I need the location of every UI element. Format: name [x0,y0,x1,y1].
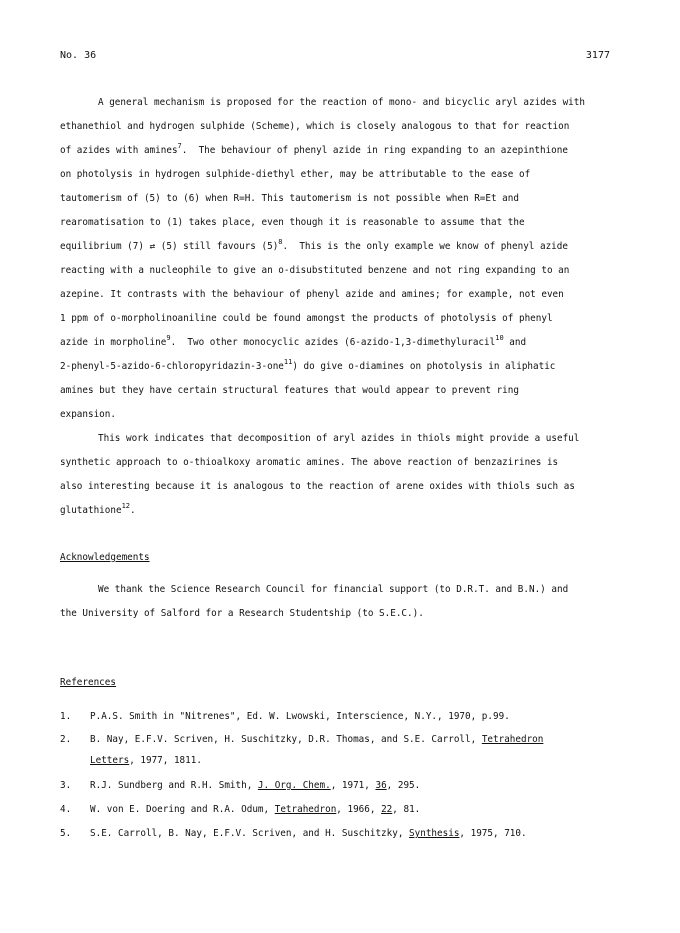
text-line: the University of Salford for a Research Studentship (to S.E.C.). [60,608,424,619]
reference-item [60,711,510,722]
text-line: 2-phenyl-5-azido-6-chloropyridazin-3-one$^{11}$) do give o-diamines on photolysis in aliphatic [60,358,556,372]
text-line: amines but they have certain structural features that would appear to prevent ring [60,385,519,396]
reference-number: 1. [60,711,72,722]
text-line: tautomerism of (5) to (6) when R=H. This tautomerism is not possible when R=Et and [60,193,519,204]
text-line: reacting with a nucleophile to give an o-disubstituted benzene and not ring expanding to an [60,265,570,276]
references-heading: References [60,677,116,688]
text-line: also interesting because it is analogous to the reaction of arene oxides with thiols such as [60,481,575,492]
reference-item: 5. S.E. Carroll, B. Nay, E.F.V. Scriven, and H. Suschitzky, Synthesis, 1975, 710. [60,828,527,839]
text-line: We thank the Science Research Council for financial support (to D.R.T. and B.N.) and [98,584,569,595]
reference-number: 5. [60,828,72,839]
journal-name: Letters [90,755,130,766]
reference-item: 3. R.J. Sundberg and R.H. Smith, J. Org. Chem., 1971, 36, 295. [60,780,421,791]
reference-number: 3. [60,780,72,791]
reference-continuation: Letters, 1977, 1811. [90,755,202,766]
journal-name: Synthesis [409,828,460,839]
journal-name: J. Org. Chem. [257,780,331,791]
volume-number: 36 [375,780,387,791]
text-line: azide in morpholine$^9$. Two other monocyclic azides (6-azido-1,3-dimethyluracil$^{10}$ and [60,334,527,348]
text-line: on photolysis in hydrogen sulphide-diethyl ether, may be attributable to the ease of [60,169,531,180]
reference-item: 4. W. von E. Doering and R.A. Odum, Tetrahedron, 1966, 22, 81. [60,804,421,815]
citation-superscript: 9 [166,334,171,342]
citation-superscript: 8 [278,238,283,246]
citation-superscript: 10 [495,334,504,342]
text-line: A general mechanism is proposed for the reaction of mono- and bicyclic aryl azides with [98,97,585,108]
text-line: synthetic approach to o-thioalkoxy aromatic amines. The above reaction of benzazirines is [60,457,559,468]
journal-name: Tetrahedron [274,804,337,815]
citation-superscript: 12 [121,502,131,510]
volume-number: 22 [381,804,393,815]
text-line: rearomatisation to (1) takes place, even though it is reasonable to assume that the [60,217,525,228]
text-line: equilibrium (7) ⇄ (5) still favours $(5)^8$. This is the only example we know of phenyl azide [60,238,568,252]
text-line: This work indicates that decomposition of aryl azides in thiols might provide a useful [98,433,580,444]
text-line: ethanethiol and hydrogen sulphide (Scheme), which is closely analogous to that for reaction [60,121,570,132]
text-line: of azides with amines$^7$. The behaviour of phenyl azide in ring expanding to an azepinthione [60,142,568,156]
page-number: 3177 [585,50,610,61]
reference-text: P.A.S. Smith in "Nitrenes", Ed. W. Lwowski, Interscience, N.Y., 1970, p.99. [90,711,510,722]
journal-number: No. 36 [60,50,97,61]
text-line: glutathione$^{12}$. [60,502,136,516]
citation-superscript: 11 [283,358,293,366]
journal-name: Tetrahedron [481,734,544,745]
reference-number: 4. [60,804,72,815]
citation-superscript: 7 [177,142,182,150]
reference-item: 2. B. Nay, E.F.V. Scriven, H. Suschitzky, D.R. Thomas, and S.E. Carroll, Tetrahedron [60,734,544,745]
text-line: expansion. [60,409,116,420]
text-line: 1 ppm of o-morpholinoaniline could be found amongst the products of photolysis of phenyl [60,313,553,324]
text-line: azepine. It contrasts with the behaviour of phenyl azide and amines; for example, not even [60,289,564,300]
reference-number: 2. [60,734,72,745]
acknowledgements-heading: Acknowledgements [60,552,150,563]
